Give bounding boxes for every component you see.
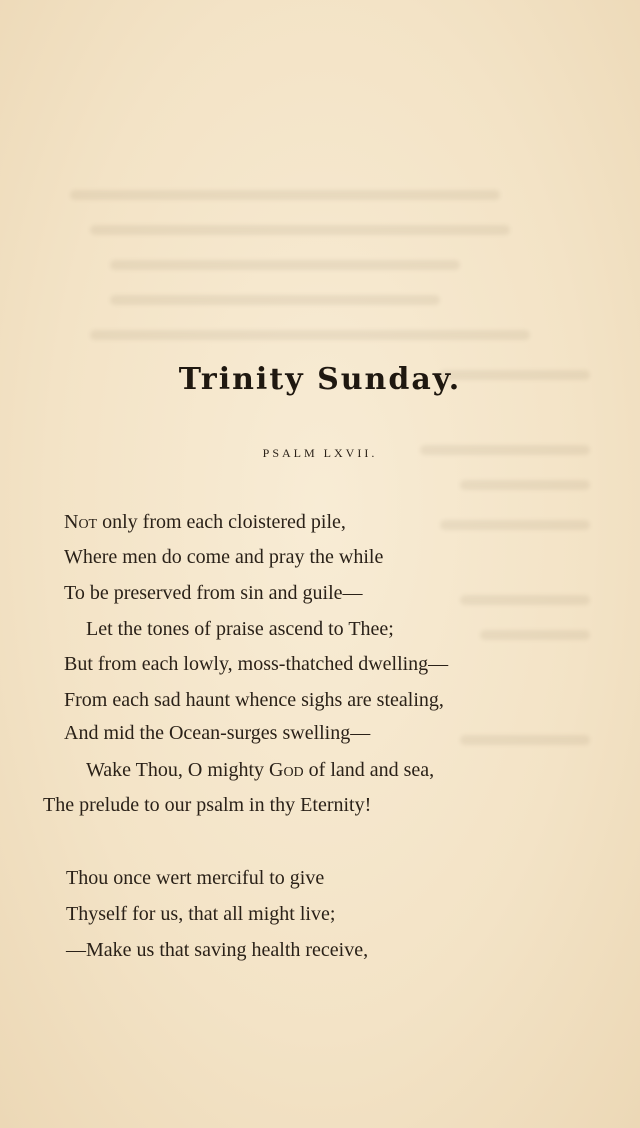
stanza1-line-7: And mid the Ocean-surges swelling— [64,722,371,744]
stanza1-line-6: From each sad haunt whence sighs are stealing, [64,689,444,711]
stanza1-line-2: Where men do come and pray the while [64,546,384,568]
stanza1-line-5: But from each lowly, moss-thatched dwelling— [64,653,449,675]
stanza1-line-9: The prelude to our psalm in thy Eternity! [43,794,372,816]
stanza2-line-3: —Make us that saving health receive, [66,939,369,961]
stanza1-line-8: Wake Thou, O mighty God of land and sea, [86,759,435,781]
stanza2-line-1: Thou once wert merciful to give [66,867,325,889]
stanza2-line-2: Thyself for us, that all might live; [66,903,336,925]
stanza1-line-4: Let the tones of praise ascend to Thee; [86,618,394,640]
drop-word: Not [64,511,98,533]
stanza1-line-1: Not only from each cloistered pile, [64,511,346,533]
psalm-heading: PSALM LXVII. [262,446,378,460]
stanza1-line-3: To be preserved from sin and guile— [64,582,363,604]
page-title: Trinity Sunday. [178,362,462,397]
